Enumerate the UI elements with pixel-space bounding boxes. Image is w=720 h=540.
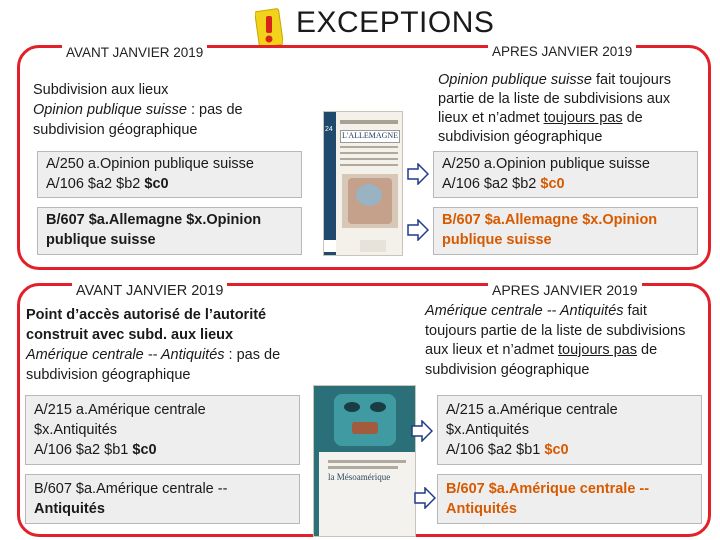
warning-icon [255, 8, 283, 48]
text-line: Amérique centrale -- Antiquités : pas de [26, 347, 281, 363]
arrow-right-icon [414, 487, 436, 509]
top-right-box-b: B/607 $a.Allemagne $x.Opinion publique suisse [433, 207, 698, 255]
arrow-right-icon [411, 420, 433, 442]
bottom-right-box-b: B/607 $a.Amérique centrale -- Antiquités [437, 474, 702, 524]
top-left-description [33, 80, 303, 140]
bottom-left-box-a: A/215 a.Amérique centrale $x.Antiquités A/106 $a2 $b1 $c0 [25, 395, 300, 465]
text-line: Subdivision aux lieux [33, 82, 169, 98]
arrow-right-icon [407, 219, 429, 241]
arrow-right-icon [407, 163, 429, 185]
book-cover-allemagne: 24 L'ALLEMAGNE [323, 111, 403, 256]
top-left-header: AVANT JANVIER 2019 [62, 45, 207, 60]
bottom-left-box-b: B/607 $a.Amérique centrale -- Antiquités [25, 474, 300, 524]
text-line: lieux et n’admet toujours pas de [438, 110, 643, 126]
bottom-right-box-a: A/215 a.Amérique centrale $x.Antiquités A/106 $a2 $b1 $c0 [437, 395, 702, 465]
text-line: Amérique centrale -- Antiquités fait [425, 303, 647, 319]
text-line: toujours partie de la liste de subdivisions [425, 322, 686, 339]
text-line: construit avec subd. aux lieux [26, 327, 234, 343]
bottom-left-description [26, 305, 326, 385]
text-line: Point d’accès autorisé de l’autorité [26, 307, 267, 323]
book-cover-mesoamerique: la Mésoamérique [313, 385, 416, 537]
page-title: EXCEPTIONS [296, 6, 495, 39]
text-line: Opinion publique suisse : pas de [33, 102, 243, 118]
top-left-box-b: B/607 $a.Allemagne $x.Opinion publique suisse [37, 207, 302, 255]
text-line: subdivision géographique [425, 361, 590, 378]
bottom-right-description [425, 302, 715, 380]
top-left-box-a: A/250 a.Opinion publique suisse A/106 $a2 $b2 $c0 [37, 151, 302, 198]
bottom-right-header: APRES JANVIER 2019 [488, 282, 642, 298]
bottom-left-header: AVANT JANVIER 2019 [72, 283, 227, 299]
text-line: subdivision géographique [33, 122, 198, 138]
text-line: partie de la liste de subdivisions aux [438, 91, 671, 107]
text-line: aux lieux et n’admet toujours pas de [425, 342, 658, 358]
text-line: subdivision géographique [438, 129, 603, 145]
top-right-box-a: A/250 a.Opinion publique suisse A/106 $a2 $b2 $c0 [433, 151, 698, 198]
top-right-description [438, 71, 708, 147]
text-line: Opinion publique suisse fait toujours [438, 72, 671, 88]
text-line: subdivision géographique [26, 367, 191, 383]
top-right-header: APRES JANVIER 2019 [488, 44, 636, 59]
